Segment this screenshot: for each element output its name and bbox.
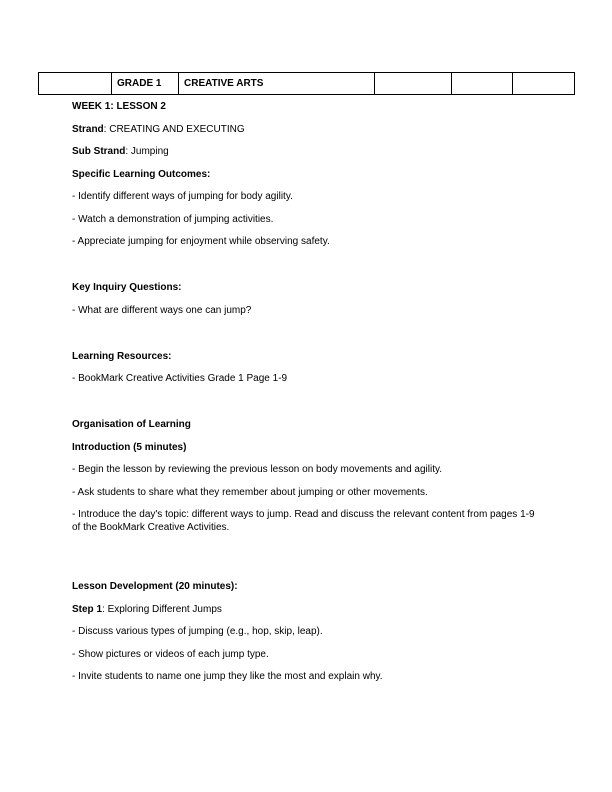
resources-heading: Learning Resources: (72, 350, 172, 362)
header-cell-blank-1 (39, 73, 112, 95)
header-cell-blank-3 (452, 73, 513, 95)
header-row (39, 73, 575, 95)
header-cell-subject: CREATIVE ARTS (179, 73, 375, 95)
outcome-item: - Appreciate jumping for enjoyment while observing safety. (72, 236, 330, 247)
step1-item: - Discuss various types of jumping (e.g., hop, skip, leap). (72, 626, 323, 637)
outcome-item: - Identify different ways of jumping for body agility. (72, 191, 293, 202)
inquiry-heading: Key Inquiry Questions: (72, 282, 182, 293)
resource-item: - BookMark Creative Activities Grade 1 Page 1-9 (72, 373, 288, 384)
sub-strand-label: Sub Strand (72, 146, 126, 157)
intro-item: - Introduce the day's topic: different ways to jump. Read and discuss the relevant content from pages 1-9 of the BookMark Creative Activities. (72, 509, 535, 533)
step1-line (72, 603, 542, 616)
outcomes-heading: Specific Learning Outcomes: (72, 168, 211, 180)
header-cell-blank-2 (375, 73, 452, 95)
intro-heading: Introduction (5 minutes) (72, 441, 187, 453)
intro-item: - Begin the lesson by reviewing the previous lesson on body movements and agility. (72, 464, 443, 475)
organisation-heading: Organisation of Learning (72, 419, 191, 430)
lesson-plan-body (72, 100, 542, 683)
strand-line (72, 123, 542, 136)
step1-label: Step 1 (72, 603, 103, 615)
week-title: WEEK 1: LESSON 2 (72, 101, 166, 112)
lesson-header-table (38, 72, 575, 95)
sub-strand-line (72, 145, 542, 158)
step1-item: - Invite students to name one jump they like the most and explain why. (72, 671, 383, 682)
step1-item: - Show pictures or videos of each jump type. (72, 648, 269, 660)
development-heading: Lesson Development (20 minutes): (72, 581, 238, 592)
outcome-item: - Watch a demonstration of jumping activities. (72, 213, 274, 225)
inquiry-item: - What are different ways one can jump? (72, 304, 252, 316)
intro-item: - Ask students to share what they remember about jumping or other movements. (72, 486, 428, 498)
header-cell-blank-4 (513, 73, 575, 95)
header-cell-grade: GRADE 1 (112, 73, 179, 95)
strand-value: : CREATING AND EXECUTING (103, 123, 245, 135)
sub-strand-value: : Jumping (125, 146, 169, 157)
strand-label: Strand (72, 123, 104, 135)
step1-value: : Exploring Different Jumps (102, 603, 222, 615)
